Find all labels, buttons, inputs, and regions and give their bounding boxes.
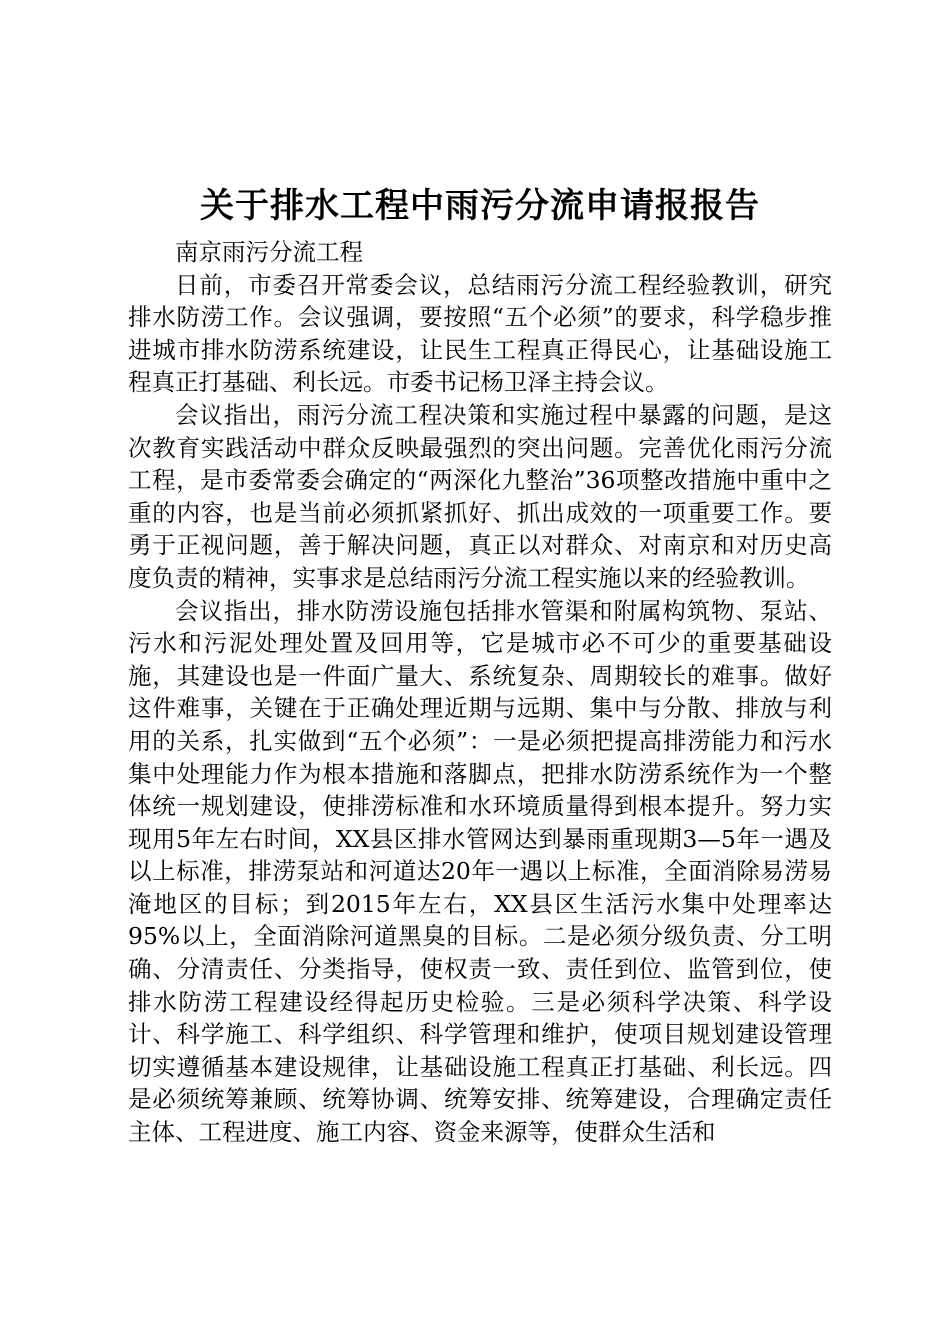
paragraph-3: 会议指出，排水防涝设施包括排水管渠和附属构筑物、泵站、污水和污泥处理处置及回用等，它是城市必不可少的重要基础设施，其建设也是一件面广量大、系统复杂、周期较长的难事。做好这件难事，关键在于正确处理近期与远期、集中与分散、排放与利用的关系，扎实做到“五个必须”：一是必须把提高排涝能力和污水集中处理能力作为根本措施和落脚点，把排水防涝系统作为一个整体统一规划建设，使排涝标准和水环境质量得到根本提升。努力实现用5年左右时间，XX县区排水管网达到暴雨重现期3—5年一遇及以上标准，排涝泵站和河道达20年一遇以上标准，全面消除易涝易淹地区的目标；到2015年左右，XX县区生活污水集中处理率达95%以上，全面消除河道黑臭的目标。二是必须分级负责、分工明确、分清责任、分类指导，使权责一致、责任到位、监管到位，使排水防涝工程建设经得起历史检验。三是必须科学决策、科学设计、科学施工、科学组织、科学管理和维护，使项目规划建设管理切实遵循基本建设规律，让基础设施工程真正打基础、利长远。四是必须统筹兼顾、统筹协调、统筹安排、统筹建设，合理确定责任主体、工程进度、施工内容、资金来源等，使群众生活和 (128, 596, 832, 1147)
document-subtitle: 南京雨污分流工程 (175, 238, 363, 266)
paragraph-2: 会议指出，雨污分流工程决策和实施过程中暴露的问题，是这次教育实践活动中群众反映最强烈的突出问题。完善优化雨污分流工程，是市委常委会确定的“两深化九整治”36项整改措施中重中之重的内容，也是当前必须抓紧抓好、抓出成效的一项重要工作。要勇于正视问题，善于解决问题，真正以对群众、对南京和对历史高度负责的精神，实事求是总结雨污分流工程实施以来的经验教训。 (128, 400, 832, 592)
paragraph-1: 日前，市委召开常委会议，总结雨污分流工程经验教训，研究排水防涝工作。会议强调，要按照“五个必须”的要求，科学稳步推进城市排水防涝系统建设，让民生工程真正得民心，让基础设施工程真正打基础、利长远。市委书记杨卫泽主持会议。 (128, 270, 832, 397)
document-body (128, 236, 832, 1149)
document-title: 关于排水工程中雨污分流申请报报告 (200, 186, 760, 226)
